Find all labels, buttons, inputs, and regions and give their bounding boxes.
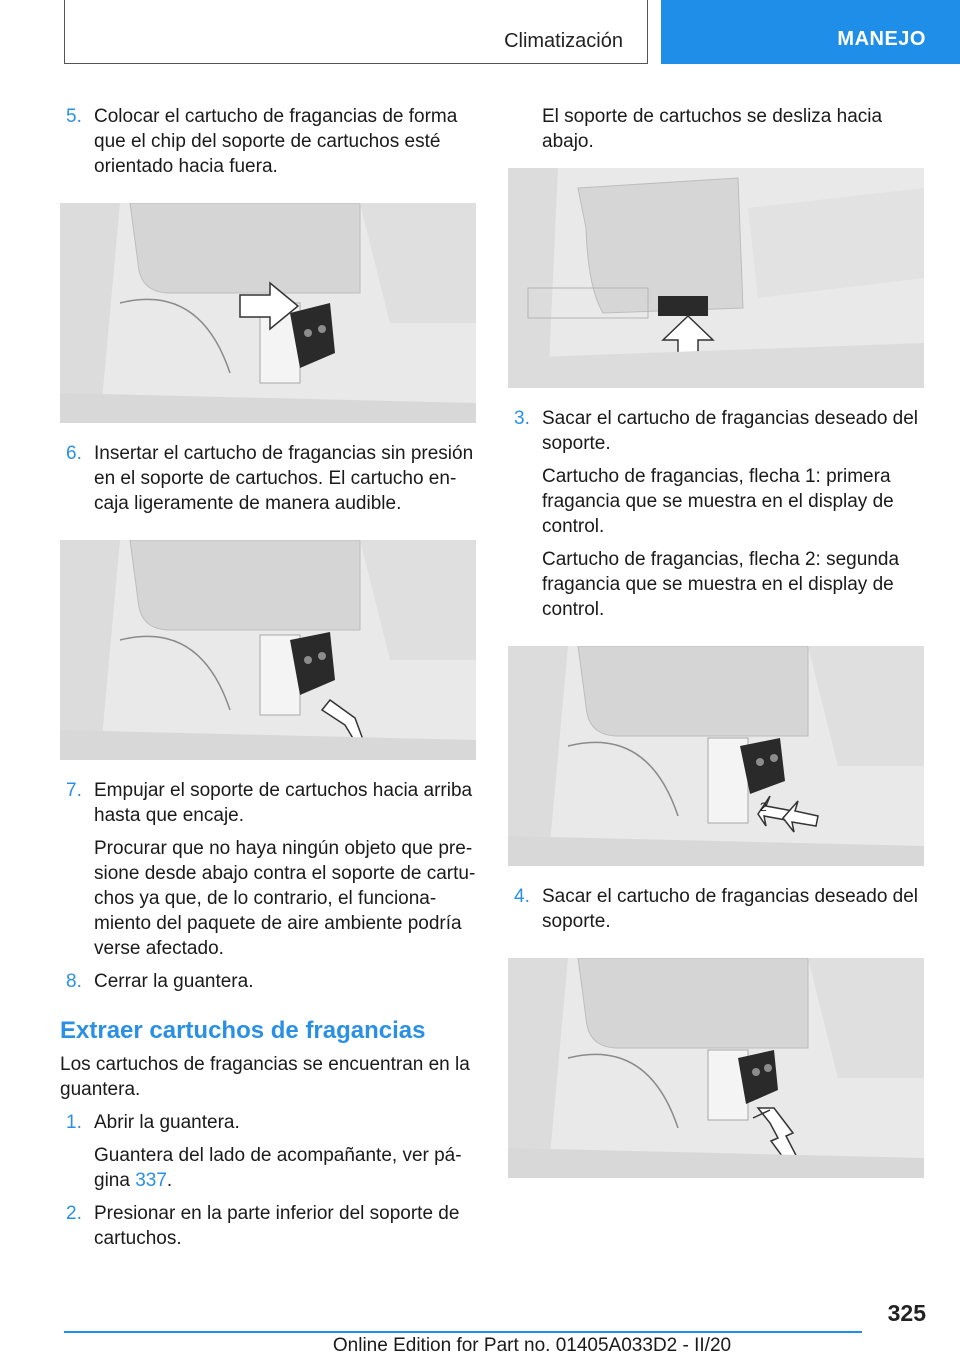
header-section-box (64, 0, 648, 64)
arrow-label-2: 2 (760, 800, 767, 814)
figure-cartridge-clicks-in (60, 540, 476, 760)
step-number: 4. (514, 886, 530, 907)
step-note (94, 1143, 476, 1193)
step-text: Colocar el cartucho de fragancias de forma que el chip del soporte de cartuchos esté orientado hacia fuera. (94, 106, 458, 177)
note-suffix: . (166, 1170, 173, 1191)
section-intro: Los cartuchos de fragancias se encuentran en la guantera. (60, 1054, 470, 1100)
step-2 (60, 1201, 476, 1251)
figure-remove-cartridge-numbered-arrows (508, 646, 924, 866)
step-number: 7. (66, 780, 82, 801)
footer-edition-text: Online Edition for Part no. 01405A033D2 - II/20 (332, 1335, 732, 1356)
figure-insert-cartridge-right-arrow (60, 203, 476, 423)
step-text: Cerrar la guantera. (94, 971, 254, 992)
step-number: 5. (66, 106, 82, 127)
step-text: Sacar el cartucho de fragancias deseado del soporte. (542, 886, 919, 932)
left-column (60, 104, 476, 1259)
step-text: Empujar el soporte de cartuchos hacia arriba hasta que encaje. (94, 780, 473, 826)
step-note: Procurar que no haya ningún objeto que presione desde abajo contra el soporte de cartuchos ya que, de lo contrario, el funcionamiento del paquete de aire ambiente podría verse afectado. (94, 838, 476, 959)
step-note-arrow-2: Cartucho de fragancias, flecha 2: segunda fragancia que se muestra en el display de control. (542, 549, 900, 620)
step-1 (60, 1110, 476, 1193)
figure-press-holder-up-arrow (508, 168, 924, 388)
step-text: Abrir la guantera. (94, 1112, 240, 1133)
header-section-title: Climatización (504, 30, 623, 52)
step-3 (508, 406, 924, 622)
page-reference-link[interactable]: 337 (135, 1170, 167, 1191)
page-number: 325 (887, 1300, 926, 1326)
figure-pull-cartridge-down-arrow (508, 958, 924, 1178)
step-4 (508, 884, 924, 934)
step-note-arrow-1: Cartucho de fragancias, flecha 1: primera fragancia que se muestra en el display de control. (542, 466, 894, 537)
step-number: 6. (66, 443, 82, 464)
step-5 (60, 104, 476, 179)
step-number: 1. (66, 1112, 82, 1133)
step-6 (60, 441, 476, 516)
continuation-text: El soporte de cartuchos se desliza hacia abajo. (542, 106, 883, 152)
section-heading: Extraer cartuchos de fragancias (60, 1017, 426, 1044)
right-column (508, 104, 924, 1196)
step-text: Presionar en la parte inferior del soporte de cartuchos. (94, 1203, 460, 1249)
note-text: Guantera del lado de acompañante, ver página (94, 1145, 462, 1191)
step-8 (60, 969, 476, 994)
header-chapter-tab (661, 0, 960, 64)
header-chapter-label: MANEJO (837, 28, 926, 50)
step-number: 3. (514, 408, 530, 429)
step-number: 2. (66, 1203, 82, 1224)
step-text: Insertar el cartucho de fragancias sin presión en el soporte de cartuchos. El cartucho encaja ligeramente de manera audible. (94, 443, 474, 514)
step-text: Sacar el cartucho de fragancias deseado del soporte. (542, 408, 919, 454)
footer-divider (64, 1331, 862, 1333)
step-number: 8. (66, 971, 82, 992)
step-7 (60, 778, 476, 961)
